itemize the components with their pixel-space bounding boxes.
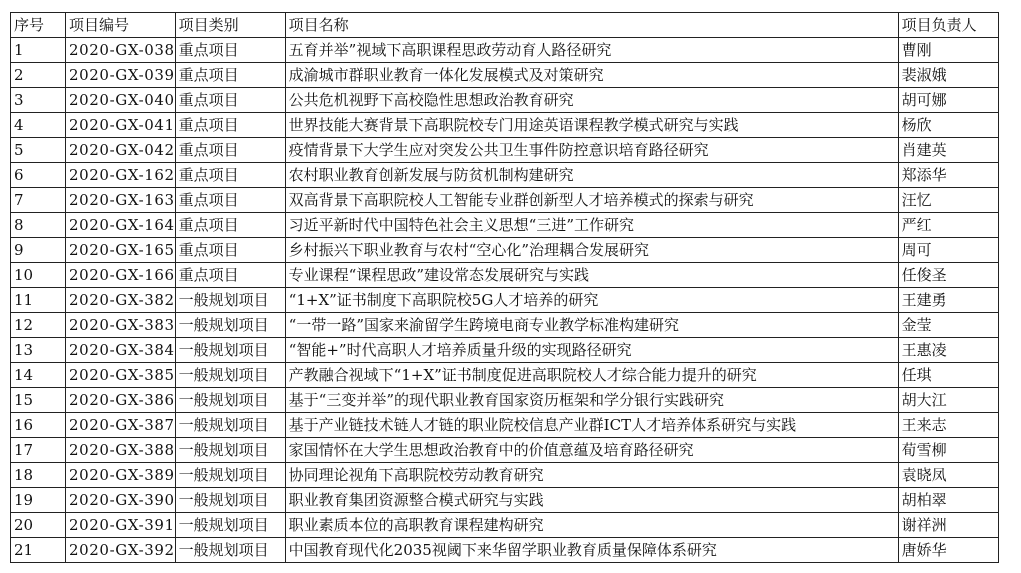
cell-no: 21 <box>11 538 66 563</box>
table-row <box>11 363 999 388</box>
table-body <box>11 38 999 563</box>
cell-type: 重点项目 <box>175 238 285 263</box>
cell-name: 习近平新时代中国特色社会主义思想“三进”工作研究 <box>285 213 898 238</box>
cell-code: 2020-GX-385 <box>66 363 176 388</box>
cell-code: 2020-GX-164 <box>66 213 176 238</box>
cell-type: 一般规划项目 <box>175 438 285 463</box>
cell-type: 一般规划项目 <box>175 313 285 338</box>
cell-no: 13 <box>11 338 66 363</box>
cell-type: 一般规划项目 <box>175 488 285 513</box>
cell-type: 重点项目 <box>175 213 285 238</box>
cell-no: 20 <box>11 513 66 538</box>
cell-type: 重点项目 <box>175 113 285 138</box>
header-row <box>11 13 999 38</box>
cell-lead: 周可 <box>898 238 998 263</box>
cell-name: 基于产业链技术链人才链的职业院校信息产业群ICT人才培养体系研究与实践 <box>285 413 898 438</box>
cell-lead: 唐娇华 <box>898 538 998 563</box>
table-row <box>11 338 999 363</box>
cell-lead: 曹刚 <box>898 38 998 63</box>
cell-type: 重点项目 <box>175 38 285 63</box>
table-row <box>11 263 999 288</box>
table-row <box>11 513 999 538</box>
cell-name: 成渝城市群职业教育一体化发展模式及对策研究 <box>285 63 898 88</box>
cell-lead: 肖建英 <box>898 138 998 163</box>
cell-no: 14 <box>11 363 66 388</box>
table-row <box>11 438 999 463</box>
cell-name: “一带一路”国家来渝留学生跨境电商专业教学标准构建研究 <box>285 313 898 338</box>
cell-code: 2020-GX-388 <box>66 438 176 463</box>
cell-lead: 汪忆 <box>898 188 998 213</box>
cell-no: 16 <box>11 413 66 438</box>
cell-no: 12 <box>11 313 66 338</box>
cell-code: 2020-GX-165 <box>66 238 176 263</box>
table-row <box>11 188 999 213</box>
cell-code: 2020-GX-387 <box>66 413 176 438</box>
cell-no: 9 <box>11 238 66 263</box>
table-row <box>11 88 999 113</box>
cell-code: 2020-GX-038 <box>66 38 176 63</box>
cell-no: 17 <box>11 438 66 463</box>
cell-type: 一般规划项目 <box>175 338 285 363</box>
cell-name: 公共危机视野下高校隐性思想政治教育研究 <box>285 88 898 113</box>
cell-type: 重点项目 <box>175 263 285 288</box>
table-row <box>11 413 999 438</box>
cell-type: 重点项目 <box>175 163 285 188</box>
cell-code: 2020-GX-384 <box>66 338 176 363</box>
cell-type: 重点项目 <box>175 88 285 113</box>
cell-name: 中国教育现代化2035视阈下来华留学职业教育质量保障体系研究 <box>285 538 898 563</box>
cell-type: 一般规划项目 <box>175 463 285 488</box>
header-lead: 项目负责人 <box>898 13 998 38</box>
cell-code: 2020-GX-162 <box>66 163 176 188</box>
cell-no: 18 <box>11 463 66 488</box>
header-type: 项目类别 <box>175 13 285 38</box>
cell-no: 19 <box>11 488 66 513</box>
cell-no: 2 <box>11 63 66 88</box>
cell-name: 基于“三变并举”的现代职业教育国家资历框架和学分银行实践研究 <box>285 388 898 413</box>
table-row <box>11 313 999 338</box>
cell-lead: 杨欣 <box>898 113 998 138</box>
cell-no: 11 <box>11 288 66 313</box>
cell-lead: 严红 <box>898 213 998 238</box>
table-row <box>11 463 999 488</box>
cell-name: 家国情怀在大学生思想政治教育中的价值意蕴及培育路径研究 <box>285 438 898 463</box>
cell-type: 一般规划项目 <box>175 388 285 413</box>
cell-name: 双高背景下高职院校人工智能专业群创新型人才培养模式的探索与研究 <box>285 188 898 213</box>
table-row <box>11 288 999 313</box>
cell-code: 2020-GX-391 <box>66 513 176 538</box>
table-row <box>11 538 999 563</box>
cell-lead: 胡大江 <box>898 388 998 413</box>
cell-code: 2020-GX-386 <box>66 388 176 413</box>
header-no: 序号 <box>11 13 66 38</box>
header-code: 项目编号 <box>66 13 176 38</box>
cell-name: 乡村振兴下职业教育与农村“空心化”治理耦合发展研究 <box>285 238 898 263</box>
table-row <box>11 388 999 413</box>
cell-type: 一般规划项目 <box>175 363 285 388</box>
table-row <box>11 488 999 513</box>
cell-lead: 任琪 <box>898 363 998 388</box>
cell-code: 2020-GX-163 <box>66 188 176 213</box>
cell-name: 专业课程“课程思政”建设常态发展研究与实践 <box>285 263 898 288</box>
cell-name: “1+X”证书制度下高职院校5G人才培养的研究 <box>285 288 898 313</box>
cell-type: 重点项目 <box>175 188 285 213</box>
cell-type: 一般规划项目 <box>175 413 285 438</box>
cell-code: 2020-GX-390 <box>66 488 176 513</box>
cell-lead: 荀雪柳 <box>898 438 998 463</box>
cell-name: 产教融合视域下“1+X”证书制度促进高职院校人才综合能力提升的研究 <box>285 363 898 388</box>
cell-name: 五育并举”视域下高职课程思政劳动育人路径研究 <box>285 38 898 63</box>
cell-no: 5 <box>11 138 66 163</box>
cell-name: 协同理论视角下高职院校劳动教育研究 <box>285 463 898 488</box>
cell-lead: 谢祥洲 <box>898 513 998 538</box>
cell-type: 一般规划项目 <box>175 288 285 313</box>
project-table <box>10 12 999 563</box>
cell-lead: 任俊圣 <box>898 263 998 288</box>
cell-no: 8 <box>11 213 66 238</box>
cell-type: 重点项目 <box>175 63 285 88</box>
cell-no: 3 <box>11 88 66 113</box>
cell-lead: 王惠凌 <box>898 338 998 363</box>
cell-name: 世界技能大赛背景下高职院校专门用途英语课程教学模式研究与实践 <box>285 113 898 138</box>
cell-type: 一般规划项目 <box>175 513 285 538</box>
table-row <box>11 63 999 88</box>
cell-no: 15 <box>11 388 66 413</box>
table-row <box>11 38 999 63</box>
cell-no: 6 <box>11 163 66 188</box>
cell-lead: 金莹 <box>898 313 998 338</box>
cell-lead: 裴淑娥 <box>898 63 998 88</box>
cell-name: 职业素质本位的高职教育课程建构研究 <box>285 513 898 538</box>
cell-lead: 王建勇 <box>898 288 998 313</box>
cell-code: 2020-GX-042 <box>66 138 176 163</box>
cell-name: 疫情背景下大学生应对突发公共卫生事件防控意识培育路径研究 <box>285 138 898 163</box>
cell-code: 2020-GX-389 <box>66 463 176 488</box>
cell-type: 重点项目 <box>175 138 285 163</box>
cell-lead: 郑添华 <box>898 163 998 188</box>
cell-type: 一般规划项目 <box>175 538 285 563</box>
cell-no: 7 <box>11 188 66 213</box>
cell-name: “智能+”时代高职人才培养质量升级的实现路径研究 <box>285 338 898 363</box>
cell-lead: 袁晓凤 <box>898 463 998 488</box>
cell-lead: 王来志 <box>898 413 998 438</box>
cell-lead: 胡可娜 <box>898 88 998 113</box>
cell-name: 职业教育集团资源整合模式研究与实践 <box>285 488 898 513</box>
cell-code: 2020-GX-166 <box>66 263 176 288</box>
cell-code: 2020-GX-040 <box>66 88 176 113</box>
cell-name: 农村职业教育创新发展与防贫机制构建研究 <box>285 163 898 188</box>
table-row <box>11 238 999 263</box>
table-row <box>11 113 999 138</box>
cell-lead: 胡柏翠 <box>898 488 998 513</box>
cell-code: 2020-GX-039 <box>66 63 176 88</box>
header-name: 项目名称 <box>285 13 898 38</box>
cell-code: 2020-GX-383 <box>66 313 176 338</box>
cell-code: 2020-GX-392 <box>66 538 176 563</box>
table-row <box>11 213 999 238</box>
cell-no: 4 <box>11 113 66 138</box>
cell-code: 2020-GX-382 <box>66 288 176 313</box>
cell-no: 1 <box>11 38 66 63</box>
cell-no: 10 <box>11 263 66 288</box>
table-row <box>11 138 999 163</box>
cell-code: 2020-GX-041 <box>66 113 176 138</box>
table-row <box>11 163 999 188</box>
